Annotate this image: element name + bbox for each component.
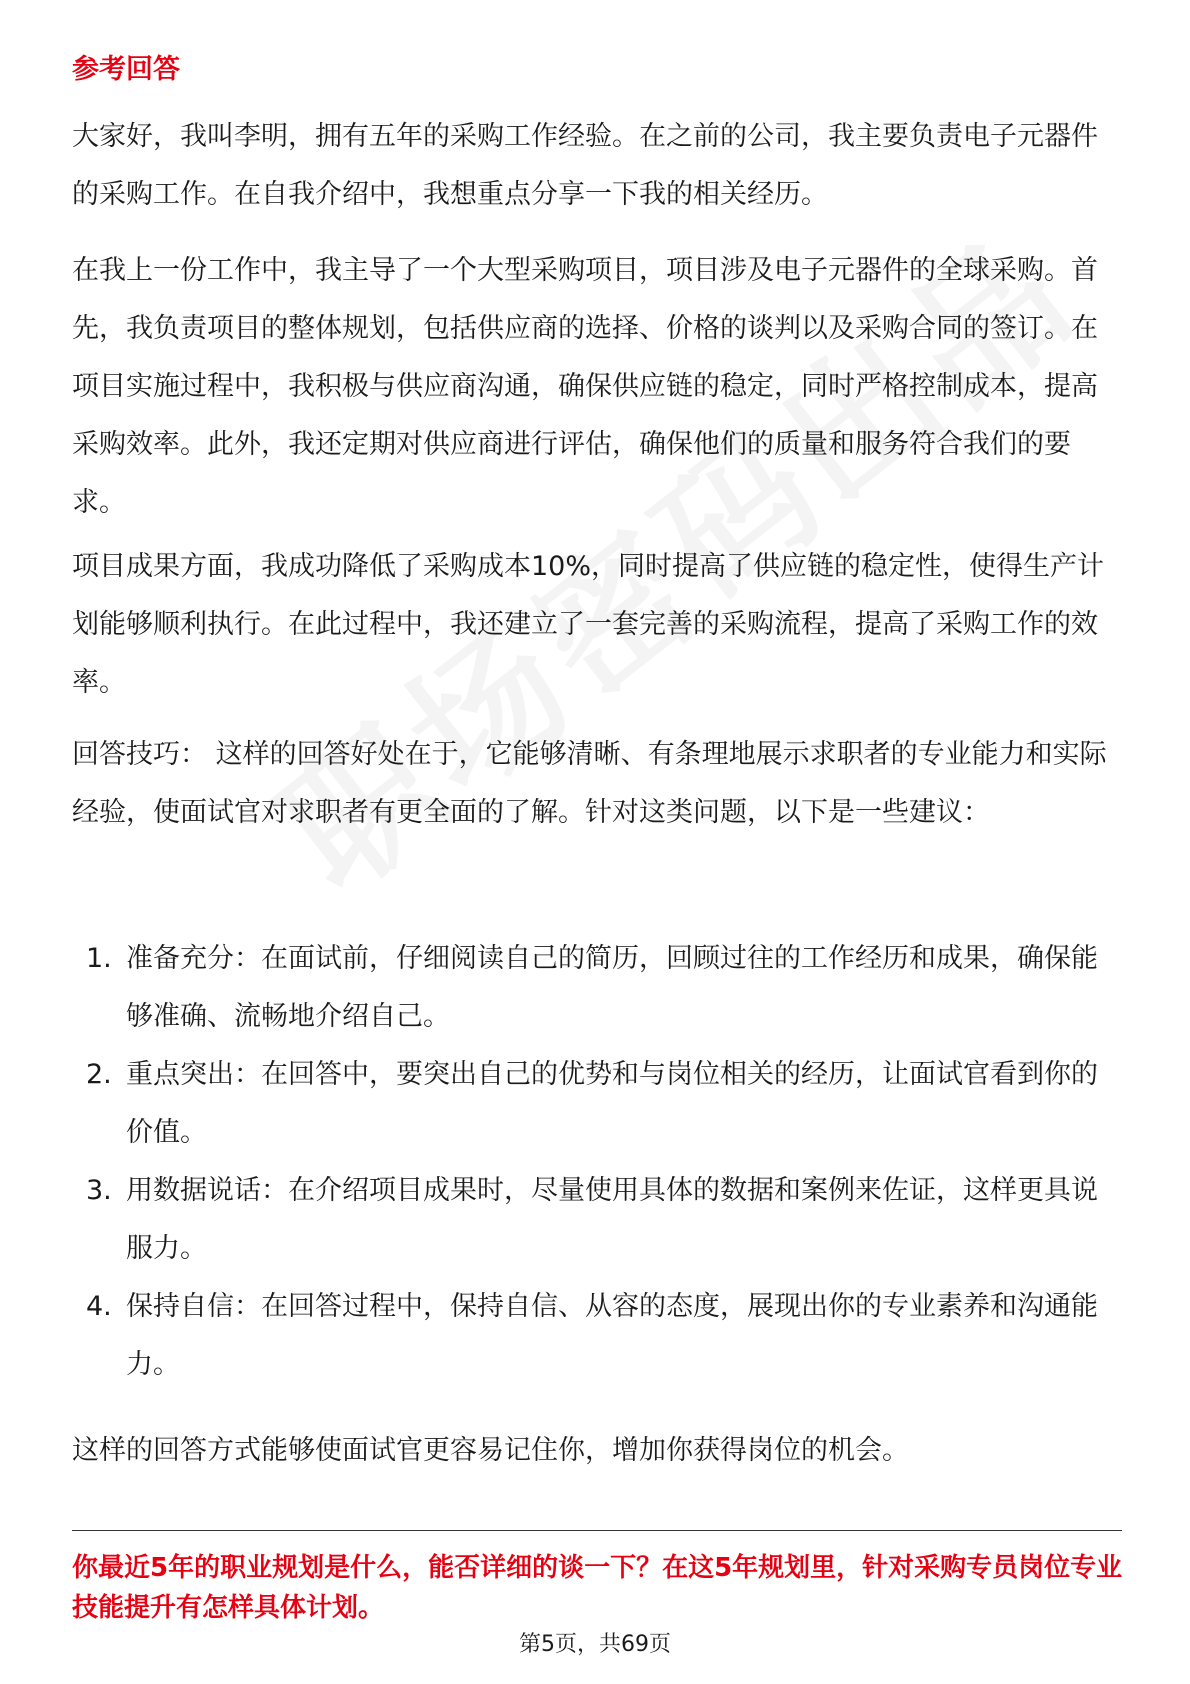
list-number: 1. [86,943,112,974]
paragraph-closing: 这样的回答方式能够使面试官更容易记住你，增加你获得岗位的机会。 [72,1435,909,1466]
list-text: 准备充分：在面试前，仔细阅读自己的简历，回顾过往的工作经历和成果，确保能够准确、流畅地介绍自己。 [126,943,1098,1032]
list-item [72,1162,1122,1278]
section-heading: 参考回答 [72,54,180,85]
list-item [72,1278,1122,1394]
list-number: 4. [86,1291,112,1322]
list-text: 保持自信：在回答过程中，保持自信、从容的态度，展现出你的专业素养和沟通能力。 [126,1291,1098,1380]
tips-list [72,930,1122,1394]
list-text: 用数据说话：在介绍项目成果时，尽量使用具体的数据和案例来佐证，这样更具说服力。 [126,1175,1098,1264]
paragraph-results: 项目成果方面，我成功降低了采购成本10%，同时提高了供应链的稳定性，使得生产计划能够顺利执行。在此过程中，我还建立了一套完善的采购流程，提高了采购工作的效率。 [72,551,1105,698]
paragraph-tips-intro: 回答技巧： 这样的回答好处在于，它能够清晰、有条理地展示求职者的专业能力和实际经验，使面试官对求职者有更全面的了解。针对这类问题，以下是一些建议： [72,739,1107,828]
list-text: 重点突出：在回答中，要突出自己的优势和与岗位相关的经历，让面试官看到你的价值。 [126,1059,1098,1148]
page-footer: 第5页，共69页 [519,1632,671,1657]
list-item [72,930,1122,1046]
list-item [72,1046,1122,1162]
paragraph-project: 在我上一份工作中，我主导了一个大型采购项目，项目涉及电子元器件的全球采购。首先，我负责项目的整体规划，包括供应商的选择、价格的谈判以及采购合同的签订。在项目实施过程中，我积极与供应商沟通，确保供应链的稳定，同时严格控制成本，提高采购效率。此外，我还定期对供应商进行评估，确保他们的质量和服务符合我们的要求。 [72,255,1098,518]
list-number: 2. [86,1059,112,1090]
divider [72,1530,1122,1531]
paragraph-intro: 大家好，我叫李明，拥有五年的采购工作经验。在之前的公司，我主要负责电子元器件的采购工作。在自我介绍中，我想重点分享一下我的相关经历。 [72,121,1098,210]
next-question: 你最近5年的职业规划是什么，能否详细的谈一下？在这5年规划里，针对采购专员岗位专业技能提升有怎样具体计划。 [72,1553,1123,1623]
list-number: 3. [86,1175,112,1206]
